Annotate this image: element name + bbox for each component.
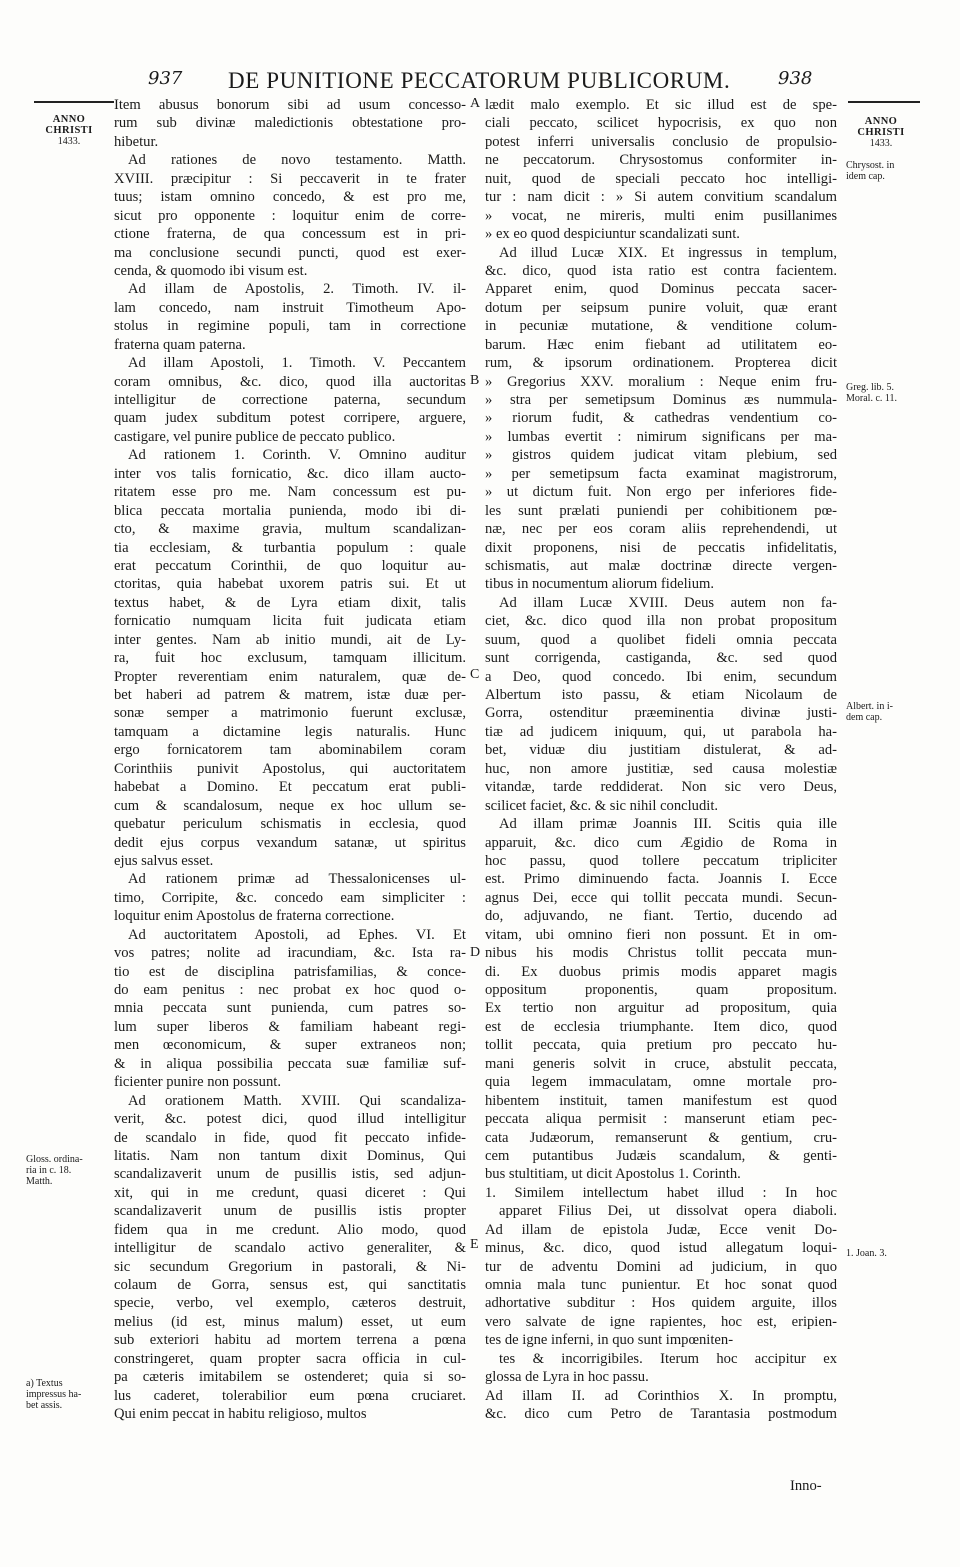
text-line: Ad rationem primæ ad Thessalonicenses ul- bbox=[128, 871, 466, 888]
text-line: adhortative subditur : Hos quidem arguite, illos bbox=[485, 1295, 837, 1312]
text-line: barum. Hæc enim fiebant ad utilitatem eo- bbox=[485, 336, 837, 353]
text-line: Ad rationes de novo testamento. Matth. bbox=[128, 152, 466, 169]
text-line: ra, fuit hoc exclusum, tamquam illicitum. bbox=[114, 650, 466, 667]
text-line: Propter reverentiam enim naturalem, quæ de- bbox=[114, 668, 466, 685]
text-line: Qui enim peccat in habitu religioso, multos bbox=[114, 1406, 367, 1423]
text-line: Ad rationem 1. Corinth. V. Omnino auditur bbox=[128, 447, 466, 464]
text-line: apparet Filius Dei, ut dissolvat opera diaboli. bbox=[499, 1203, 837, 1220]
text-line: oppositum proponentis, quam propositum. bbox=[485, 982, 837, 998]
margin-note-textus: a) Textus impressus ha- bet assis. bbox=[26, 1378, 82, 1411]
left-text-column bbox=[114, 96, 466, 1424]
text-line: erat peccatum Corinthii, de quo loquitur au- bbox=[114, 557, 466, 574]
text-line: sub exteriori habitu ad mortem terrena a pœna bbox=[114, 1332, 466, 1349]
text-line: Apparet enim, quod Dominus peccata sacer- bbox=[485, 281, 837, 298]
section-letter-c: C bbox=[470, 667, 480, 682]
text-line: hibetur. bbox=[114, 133, 159, 150]
margin-note-gregory: Greg. lib. 5. Moral. c. 11. bbox=[846, 382, 898, 404]
text-line: di. Ex duobus primis modis apparet magis bbox=[485, 963, 837, 980]
text-line: Corinthiis punivit Apostolus, qui auctoritatem bbox=[114, 760, 466, 777]
margin-note-chrysostom: Chrysost. in idem cap. bbox=[846, 160, 895, 182]
text-line: stolus in regimine populi, tam in correctione bbox=[114, 318, 466, 335]
text-line: apparuit, &c. dico cum Ægidio de Roma in bbox=[485, 834, 837, 851]
text-line: Ex tertio non arguitur ad propositum, quia bbox=[485, 1000, 837, 1017]
section-letter-b: B bbox=[470, 373, 480, 388]
text-line: scilicet faciet, &c. & sic nihil concludit. bbox=[485, 797, 719, 814]
text-line: litatis. Nam non tantum dixit Dominus, Qui bbox=[114, 1147, 466, 1164]
text-line: ciali peccato, scilicet hypocrisis, ex quo non bbox=[485, 115, 837, 132]
text-line: ciet, &c. dico quod illa non probat propositum bbox=[485, 613, 837, 630]
text-line: tamquam a dictamine legis naturalis. Hunc bbox=[114, 723, 466, 740]
text-line: lum super liberos & familiam habeant regi- bbox=[114, 1018, 466, 1035]
text-line: vero salvate de igne rapientes, hoc est, eripien- bbox=[485, 1313, 837, 1330]
text-line: blica peccata mortalia punienda, modo ibi di- bbox=[114, 502, 466, 519]
text-line: tuus; istam omnino concedo, & est pro me, bbox=[114, 189, 466, 206]
text-line: rum sub divinæ maledictionis obtestatione pro- bbox=[114, 115, 466, 132]
section-letter-a: A bbox=[470, 96, 481, 111]
text-line: tio est de disciplina patrisfamilias, & conce- bbox=[114, 963, 466, 980]
margin-note-gloss: Gloss. ordina- ria in c. 18. Matth. bbox=[26, 1154, 83, 1187]
text-line: Gorra, ostenditur præeminentia divinæ justi- bbox=[485, 705, 837, 722]
text-line: cata Judæorum, remanserunt & gentium, cru- bbox=[485, 1129, 837, 1146]
text-line: tes & incorrigibiles. Iterum hoc accipitur ex bbox=[499, 1350, 837, 1367]
text-line: loquitur enim Apostolus de fraterna correctione. bbox=[114, 908, 395, 925]
text-line: minus, &c. dico, quod istud allegatum loqui- bbox=[485, 1240, 837, 1257]
text-line: ritatem esse pro me. Nam concessum est pu- bbox=[114, 484, 466, 501]
text-line: fraterna quam paterna. bbox=[114, 336, 246, 353]
text-line: Ad illam de Apostolis, 2. Timoth. IV. il- bbox=[128, 281, 466, 298]
text-line: men œconomicum, & super extraneos non; bbox=[114, 1037, 466, 1054]
text-line: ctoritas, quia habebat uxorem patris sui. Et ut bbox=[114, 576, 466, 593]
text-line: cum & scandalosum, neque ex hoc ullum se- bbox=[114, 797, 466, 814]
text-line: bus stultitiam, ut dicit Apostolus 1. Corinth. bbox=[485, 1166, 741, 1183]
text-line: intelligitur de correctione paterna, secundum bbox=[114, 392, 466, 408]
header-rule-right bbox=[848, 101, 920, 103]
text-line: vitam, ubi omnino fieri non possunt. Et in om- bbox=[485, 926, 837, 943]
text-line: vos patres; nolite ad iracundiam, &c. Ista ra- bbox=[114, 945, 466, 962]
text-line: » gistros quidem judicat vitam plebium, sed bbox=[485, 447, 837, 464]
text-line: rum, & ipsorum ordinationem. Propterea dicit bbox=[485, 355, 837, 372]
text-line: Ad auctoritatem Apostoli, ad Ephes. VI. Et bbox=[128, 926, 466, 943]
text-line: næ, nec per eos coram aliis reprehendendi, ut bbox=[485, 521, 837, 538]
text-line: glossa de Lyra in hoc passu. bbox=[485, 1369, 649, 1386]
text-line: timo, Corripite, &c. concedo eam simpliciter : bbox=[114, 889, 466, 906]
text-line: inter vos talis fornicatio, &c. dico illam aucto- bbox=[114, 465, 466, 482]
right-text-column bbox=[485, 96, 837, 1424]
text-line: habebat a Domino. Et peccatum erat publi- bbox=[114, 779, 466, 796]
text-line: quam judex subditum potest corripere, arguere, bbox=[114, 410, 466, 427]
text-line: tibus in nocumentum aliorum fidelium. bbox=[485, 576, 715, 593]
text-line: tur de adventu Domini ad judicium, in quo bbox=[485, 1258, 837, 1275]
text-line: dotum per seipsum punire voluit, quæ erant bbox=[485, 299, 837, 316]
text-line: scandalizaverit unum de pusillis istis propter bbox=[114, 1203, 466, 1220]
text-line: castigare, vel punire publice de peccato publico. bbox=[114, 428, 396, 445]
text-line: constringeret, quam propter sacra officia in cul- bbox=[114, 1350, 466, 1367]
text-line: hibentem instituit, tamen manifestum est quod bbox=[485, 1092, 837, 1109]
text-line: Item abusus bonorum sibi ad usum concesso- bbox=[114, 97, 466, 113]
text-line: cenda, & quomodo ibi visum est. bbox=[114, 262, 308, 279]
text-line: quia legem immaculatam, omne mortale pro- bbox=[485, 1074, 837, 1091]
text-line: quebatur periculum schismatis in ecclesia, quod bbox=[114, 816, 466, 833]
text-line: Ad orationem Matth. XVIII. Qui scandaliza- bbox=[128, 1092, 466, 1109]
margin-anno-right: ANNO CHRISTI 1433. bbox=[857, 116, 905, 149]
text-line: sic secundum Gregorium in pastorali, & Ni- bbox=[114, 1258, 466, 1275]
text-line: a Deo, quod concedo. Ibi enim, secundum bbox=[485, 668, 837, 685]
text-line: de scandalo in fide, quod fit peccato infide- bbox=[114, 1129, 466, 1146]
text-line: tur : nam dicit : » Si autem convitium scandalum bbox=[485, 189, 837, 206]
page-header bbox=[0, 68, 960, 98]
text-line: cto, & maxime gravia, multum scandalizan- bbox=[114, 521, 466, 538]
text-line: do eam penitus : nec probat ex hoc quod o- bbox=[114, 982, 466, 998]
text-line: ficienter punire non possunt. bbox=[114, 1074, 281, 1091]
text-line: lædit malo exemplo. Et sic illud est de spe- bbox=[485, 97, 837, 113]
text-line: XVIII. præcipitur : Si peccaverit in te frater bbox=[114, 170, 466, 187]
text-line: dedit ejus corpus vexandum satanæ, ut spiritus bbox=[114, 834, 466, 851]
text-line: colaum de Gorra, sensus est, qui sanctitatis bbox=[114, 1277, 466, 1293]
text-line: omnia mala tunc punientur. Et hoc sonat quod bbox=[485, 1277, 837, 1293]
text-line: sicut pro opponente : loquitur enim de corre- bbox=[114, 207, 466, 224]
text-line: Ad illam primæ Joannis III. Scitis quia ille bbox=[499, 816, 837, 833]
text-line: bet haberi ad patrem & matrem, istæ duæ per- bbox=[114, 687, 466, 703]
text-line: sonæ semper a matrimonio fuerunt exclusæ, bbox=[114, 705, 466, 722]
text-line: mnia peccata sunt punienda, cum patres so- bbox=[114, 1000, 466, 1017]
text-line: est. Primo diminuendo facta. Joannis I. Ecce bbox=[485, 871, 837, 888]
text-line: tes de igne inferni, in quo sunt impœniten- bbox=[485, 1332, 734, 1349]
text-line: mani generis solvit in cruce, abstulit peccata, bbox=[485, 1055, 837, 1072]
section-letter-e: E bbox=[470, 1237, 479, 1252]
text-line: xit, qui in me credunt, quasi diceret : Qui bbox=[114, 1184, 466, 1201]
text-line: intelligitur de scandalo activo generaliter, & bbox=[114, 1240, 466, 1257]
header-rule-left bbox=[34, 101, 114, 103]
text-line: tiæ ad judicem iniquum, qui, ut parabola ha- bbox=[485, 723, 837, 740]
text-line: pa cæteris imitabilem se ostenderet; quia si so- bbox=[114, 1369, 466, 1386]
text-line: 1. Similem intellectum habet illud : In hoc bbox=[485, 1184, 837, 1201]
text-line: Ad illam II. ad Corinthios X. In promptu, bbox=[485, 1387, 837, 1404]
text-line: Ad illam Apostoli, 1. Timoth. V. Peccantem bbox=[128, 355, 466, 372]
text-line: cem putantibus Judæis scandalum, & genti- bbox=[485, 1147, 837, 1164]
text-line: ejus salvus esset. bbox=[114, 852, 214, 869]
text-line: suum, quod a quolibet fideli omnia peccata bbox=[485, 631, 837, 648]
text-line: » stra per semetipsum Dominus æs nummula- bbox=[485, 392, 837, 408]
text-line: nibus his modis Christus tollit peccata mun- bbox=[485, 945, 837, 962]
text-line: inter gentes. Nam ab initio mundi, ait de Ly- bbox=[114, 631, 466, 648]
text-line: ctione fraterna, de qua concessum est in pri- bbox=[114, 226, 466, 243]
text-line: do, adjuvando, ne fiant. Tertio, ducendo ad bbox=[485, 908, 837, 925]
text-line: schismatis, aut malæ doctrinæ directe vergen- bbox=[485, 557, 837, 574]
text-line: ne peccatorum. Chrysostomus conformiter in- bbox=[485, 152, 837, 169]
catchword: Inno- bbox=[790, 1478, 822, 1494]
text-line: vitandæ, tarde reddiderat. Non sic vero Deus, bbox=[485, 779, 837, 796]
text-line: » per semetipsum facta examinat magistrorum, bbox=[485, 465, 837, 482]
text-line: » riorum fudit, & cathedras vendentium co- bbox=[485, 410, 837, 427]
text-line: Ad illud Lucæ XIX. Et ingressus in templum, bbox=[499, 244, 837, 261]
text-line: verit, &c. potest dici, quod illud intelligitur bbox=[114, 1111, 466, 1128]
text-line: & in aliqua possibilia peccata suæ familiæ suf- bbox=[114, 1055, 466, 1072]
text-line: &c. dico cum Petro de Tarantasia postmodum bbox=[485, 1406, 837, 1423]
text-line: dixit proponens, nisi de peccatis infidelitatis, bbox=[485, 539, 837, 556]
text-line: hoc passu, quod tollere peccatum tripliciter bbox=[485, 852, 837, 869]
margin-note-joan: 1. Joan. 3. bbox=[846, 1248, 887, 1259]
text-line: sunt corrigenda, castiganda, &c. sed quod bbox=[485, 650, 837, 667]
page-number-right: 938 bbox=[778, 68, 813, 89]
text-line: ergo fornicatorem tam abominabilem coram bbox=[114, 742, 466, 759]
text-line: fidem qua in me credunt. Alio modo, quod bbox=[114, 1221, 466, 1238]
text-line: Ad illam de epistola Judæ, Ecce venit Do- bbox=[485, 1221, 837, 1238]
text-line: nuit, quod de speciali peccato hoc intelligi- bbox=[485, 170, 837, 187]
text-line: » ex eo quod despiciuntur scandalizati sunt. bbox=[485, 226, 740, 243]
text-line: textus habet, & de Lyra etiam dixit, talis bbox=[114, 594, 466, 611]
text-line: » Gregorius XXV. moralium : Neque enim fru- bbox=[485, 373, 837, 390]
text-line: » vocat, ne mireris, multi enim pusillanimes bbox=[485, 207, 837, 224]
text-line: potest inferri universalis conclusio de propulsio- bbox=[485, 133, 837, 150]
text-line: huc, non amore justitiæ, sed causa molestiæ bbox=[485, 760, 837, 777]
text-line: peccata aliqua permisit : manserunt etiam pec- bbox=[485, 1111, 837, 1128]
running-title: DE PUNITIONE PECCATORUM PUBLICORUM. bbox=[228, 68, 731, 93]
text-line: Albertum isto passu, & etiam Nicolaum de bbox=[485, 687, 837, 703]
text-line: fornicatio numquam licita fuit judicata etiam bbox=[114, 613, 466, 630]
text-line: est de ecclesia triumphante. Item dico, quod bbox=[485, 1018, 837, 1035]
text-line: agnus Dei, ecce qui tollit peccata mundi. Secun- bbox=[485, 889, 837, 906]
text-line: &c. dico, quod ista ratio est contra facientem. bbox=[485, 262, 837, 279]
text-line: » lumbas evertit : nimirum significans per ma- bbox=[485, 428, 837, 445]
text-line: Ad illam Lucæ XVIII. Deus autem non fa- bbox=[499, 594, 837, 611]
text-line: scandalizaverit unum de pusillis istis, sed adjun- bbox=[114, 1166, 466, 1183]
text-line: » ut dictum fuit. Non ergo per inferiores fide- bbox=[485, 484, 837, 501]
text-line: lus caderet, tolerabilior eum pœna cruciaret. bbox=[114, 1387, 466, 1404]
text-line: specie, verbo, vel exemplo, cæteros destruit, bbox=[114, 1295, 466, 1312]
margin-anno-left: ANNO CHRISTI 1433. bbox=[45, 114, 93, 147]
text-line: tia ecclesiam, & turbantia populum : quale bbox=[114, 539, 466, 556]
text-line: coram omnibus, &c. dico, quod illa auctoritas bbox=[114, 373, 466, 390]
text-line: les sunt prælati puniendi per cohibitionem pœ- bbox=[485, 502, 837, 519]
text-line: melius (id est, minus malum) esset, ut eum bbox=[114, 1313, 466, 1330]
section-letter-d: D bbox=[470, 945, 481, 960]
text-line: ma conclusione secundi puncti, quod est exer- bbox=[114, 244, 466, 261]
margin-note-albert: Albert. in i- dem cap. bbox=[846, 701, 893, 723]
text-line: lam concedo, nam instruit Timotheum Apo- bbox=[114, 299, 466, 316]
page-number-left: 937 bbox=[148, 68, 183, 89]
text-line: in pecuniæ mutatione, & venditione colum- bbox=[485, 318, 837, 335]
text-line: tollit peccata, quia pretium pro peccato hu- bbox=[485, 1037, 837, 1054]
text-line: bet, viduæ diu justitiam distulerat, & ad- bbox=[485, 742, 837, 759]
